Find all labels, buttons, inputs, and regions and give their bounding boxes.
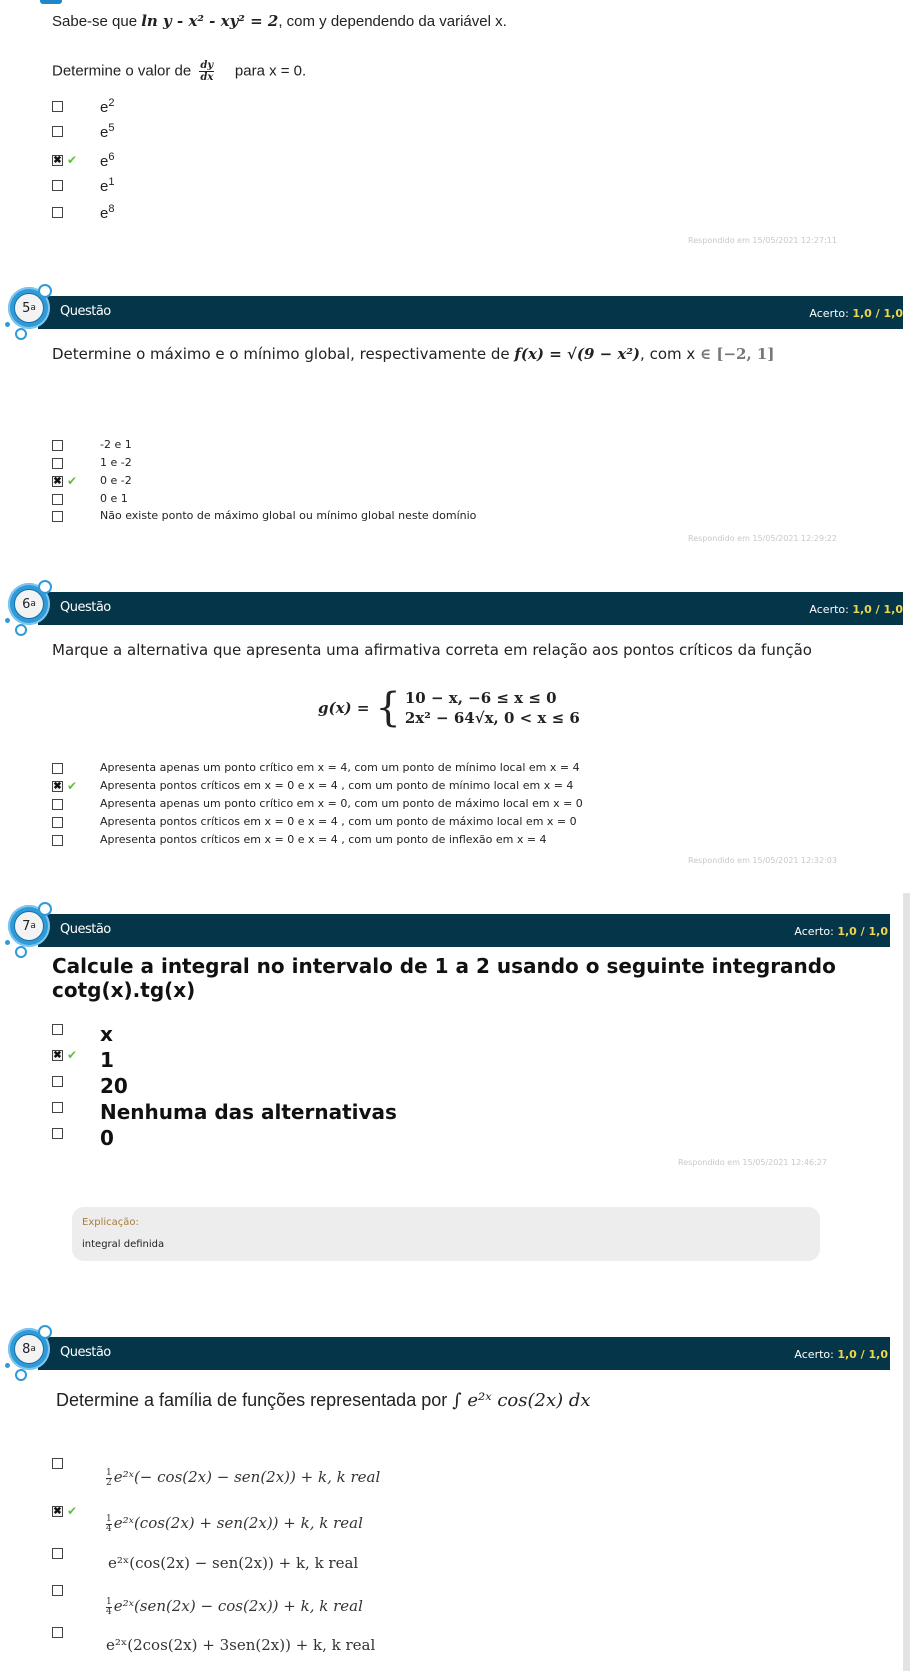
q5-option-5-label: Não existe ponto de máximo global ou mínimo global neste domínio bbox=[100, 509, 477, 522]
integral-expression: ∫ e²ˣ cos(2x) dx bbox=[452, 1390, 591, 1411]
correct-tick-icon bbox=[67, 1627, 81, 1638]
piecewise-function bbox=[318, 685, 580, 731]
decor-bubble-icon bbox=[5, 940, 10, 945]
checkbox[interactable] bbox=[52, 1024, 63, 1035]
answered-timestamp: Respondido em 15/05/2021 12:27:11 bbox=[688, 236, 837, 245]
score: Acerto: 1,0 / 1,0 bbox=[794, 925, 888, 938]
q6-option-3-label: Apresenta apenas um ponto crítico em x = 0, com um ponto de máximo local em x = 0 bbox=[100, 797, 583, 810]
correct-tick-icon bbox=[67, 835, 81, 846]
score: Acerto: 1,0 / 1,0 bbox=[809, 603, 903, 616]
question-number-badge: 8 a bbox=[8, 1328, 50, 1370]
checkbox[interactable] bbox=[52, 126, 63, 137]
header-bar bbox=[38, 1337, 890, 1370]
question-8-header bbox=[0, 1337, 900, 1370]
statement-text: , com y dependendo da variável x. bbox=[278, 13, 507, 30]
q6-option-1[interactable] bbox=[52, 763, 81, 774]
correct-tick-icon bbox=[67, 101, 81, 112]
decor-bubble-icon bbox=[38, 284, 52, 298]
answered-timestamp: Respondido em 15/05/2021 12:32:03 bbox=[688, 856, 837, 865]
q4-option-1-label: $e^2$ bbox=[100, 97, 115, 116]
checkbox[interactable] bbox=[52, 1102, 63, 1113]
question-number-badge: 6 a bbox=[8, 583, 50, 625]
q8-option-1-label: $\frac{1}{2}$ e²ˣ(− cos(2x) − sen(2x)) + k, k real bbox=[106, 1467, 381, 1488]
checkbox[interactable] bbox=[52, 180, 63, 191]
decor-bubble-icon bbox=[38, 902, 52, 916]
decor-bubble-icon bbox=[38, 1325, 52, 1339]
q8-option-2-label: $\frac{1}{4}$ e²ˣ(cos(2x) + sen(2x)) + k, k real bbox=[106, 1513, 363, 1534]
correct-tick-icon bbox=[67, 511, 81, 522]
checkbox[interactable] bbox=[52, 440, 63, 451]
q7-option-3[interactable] bbox=[52, 1076, 81, 1087]
q7-option-2[interactable] bbox=[52, 1050, 81, 1061]
q8-option-3-label: e²ˣ(cos(2x) − sen(2x)) + k, k real bbox=[108, 1554, 359, 1572]
q8-option-2[interactable] bbox=[52, 1506, 81, 1517]
checkbox[interactable] bbox=[52, 835, 63, 846]
decor-bubble-icon bbox=[15, 946, 27, 958]
piece-2: 2x² − 64√x, 0 < x ≤ 6 bbox=[404, 709, 580, 727]
q7-option-4-label: Nenhuma das alternativas bbox=[100, 1100, 397, 1124]
q8-option-5[interactable] bbox=[52, 1627, 81, 1638]
correct-tick-icon bbox=[67, 1458, 81, 1469]
correct-tick-icon bbox=[67, 440, 81, 451]
header-bar bbox=[38, 296, 903, 329]
q4-option-2[interactable] bbox=[52, 126, 81, 137]
header-bar bbox=[38, 914, 890, 947]
q6-option-3[interactable] bbox=[52, 799, 81, 810]
decor-bubble-icon bbox=[15, 328, 27, 340]
statement-text: Sabe-se que bbox=[52, 13, 142, 30]
scrollbar-track[interactable] bbox=[903, 893, 910, 1671]
fraction-numerator: dy bbox=[200, 60, 214, 71]
q6-option-4[interactable] bbox=[52, 817, 81, 828]
correct-tick-icon bbox=[67, 458, 81, 469]
q8-option-4[interactable] bbox=[52, 1585, 81, 1596]
question-6-header bbox=[0, 592, 915, 625]
q7-option-5[interactable] bbox=[52, 1128, 81, 1139]
correct-tick-icon bbox=[67, 494, 81, 505]
checked-checkbox-icon[interactable]: ✖ bbox=[53, 1506, 62, 1517]
q5-option-2[interactable] bbox=[52, 458, 81, 469]
piece-1: 10 − x, −6 ≤ x ≤ 0 bbox=[404, 689, 557, 707]
checkbox[interactable] bbox=[52, 1548, 63, 1559]
correct-tick-icon bbox=[67, 799, 81, 810]
explanation-label: Explicação: bbox=[82, 1217, 139, 1228]
question-4-determine bbox=[52, 60, 306, 83]
brace-icon: { bbox=[375, 685, 401, 731]
correct-tick-icon bbox=[67, 763, 81, 774]
question-6-statement: Marque a alternativa que apresenta uma afirmativa correta em relação aos pontos críticos da função bbox=[52, 641, 812, 659]
q4-option-2-label: $e^5$ bbox=[100, 122, 115, 141]
q5-option-2-label: 1 e -2 bbox=[100, 456, 132, 469]
checkbox[interactable] bbox=[52, 799, 63, 810]
correct-tick-icon: ✔ bbox=[67, 474, 78, 488]
q4-option-4[interactable] bbox=[52, 180, 81, 191]
decor-bubble-icon bbox=[38, 580, 52, 594]
determine-condition: para x = 0. bbox=[234, 62, 307, 80]
determine-text: Determine o valor de bbox=[52, 62, 192, 80]
question-5-header bbox=[0, 296, 915, 329]
explanation-text: integral definida bbox=[82, 1239, 165, 1250]
domain-interval: ∈ [−2, 1] bbox=[700, 345, 775, 363]
checkbox[interactable] bbox=[52, 101, 63, 112]
question-7-statement: Calcule a integral no intervalo de 1 a 2 usando o seguinte integrando cotg(x).tg(x) bbox=[52, 954, 836, 1002]
decor-bubble-icon bbox=[5, 1363, 10, 1368]
checked-checkbox-icon[interactable]: ✖ bbox=[53, 781, 62, 792]
q7-option-1-label: x bbox=[100, 1022, 113, 1046]
correct-tick-icon bbox=[67, 1128, 81, 1139]
header-label: Questão bbox=[60, 1345, 111, 1360]
q7-option-4[interactable] bbox=[52, 1102, 81, 1113]
derivative-fraction bbox=[199, 60, 214, 83]
checkbox[interactable] bbox=[52, 1585, 63, 1596]
correct-tick-icon: ✔ bbox=[67, 1048, 78, 1062]
q5-option-3-label: 0 e -2 bbox=[100, 474, 132, 487]
question-4-statement bbox=[52, 12, 507, 30]
q4-option-5-label: $e^8$ bbox=[100, 203, 115, 222]
correct-tick-icon bbox=[67, 180, 81, 191]
q5-option-4[interactable] bbox=[52, 494, 81, 505]
correct-tick-icon bbox=[67, 1548, 81, 1559]
q5-option-4-label: 0 e 1 bbox=[100, 492, 128, 505]
answered-timestamp: Respondido em 15/05/2021 12:46:27 bbox=[678, 1158, 827, 1167]
explanation-box bbox=[72, 1207, 820, 1261]
correct-tick-icon bbox=[67, 207, 81, 218]
q6-option-4-label: Apresenta pontos críticos em x = 0 e x = 4 , com um ponto de máximo local em x = 0 bbox=[100, 815, 577, 828]
checkbox[interactable] bbox=[52, 1627, 63, 1638]
decor-bubble-icon bbox=[15, 624, 27, 636]
correct-tick-icon bbox=[67, 1585, 81, 1596]
q6-option-1-label: Apresenta apenas um ponto crítico em x = 4, com um ponto de mínimo local em x = 4 bbox=[100, 761, 580, 774]
q4-option-3-label: $e^6$ bbox=[100, 151, 115, 170]
correct-tick-icon bbox=[67, 817, 81, 828]
correct-tick-icon bbox=[67, 1076, 81, 1087]
decor-bubble-icon bbox=[5, 322, 10, 327]
correct-tick-icon: ✔ bbox=[67, 779, 78, 793]
header-label: Questão bbox=[60, 922, 111, 937]
q7-option-1[interactable] bbox=[52, 1024, 81, 1035]
q7-option-3-label: 20 bbox=[100, 1074, 128, 1098]
q5-option-5[interactable] bbox=[52, 511, 81, 522]
question-7-header bbox=[0, 914, 900, 947]
q8-option-4-label: $\frac{1}{4}$ e²ˣ(sen(2x) − cos(2x)) + k, k real bbox=[106, 1596, 363, 1617]
q5-option-1[interactable] bbox=[52, 440, 81, 451]
statement-equation: ln y - x² - xy² = 2 bbox=[141, 12, 279, 30]
checkbox[interactable] bbox=[52, 1128, 63, 1139]
q8-option-3[interactable] bbox=[52, 1548, 81, 1559]
previous-badge-fragment bbox=[40, 0, 62, 4]
q6-option-5-label: Apresenta pontos críticos em x = 0 e x = 4 , com um ponto de inflexão em x = 4 bbox=[100, 833, 547, 846]
checkbox[interactable] bbox=[52, 207, 63, 218]
checked-checkbox-icon[interactable]: ✖ bbox=[53, 1050, 62, 1061]
checked-checkbox-icon[interactable]: ✖ bbox=[53, 476, 62, 487]
answered-timestamp: Respondido em 15/05/2021 12:29:22 bbox=[688, 534, 837, 543]
checkbox[interactable] bbox=[52, 494, 63, 505]
q8-option-5-label: e²ˣ(2cos(2x) + 3sen(2x)) + k, k real bbox=[106, 1636, 376, 1654]
checkbox[interactable] bbox=[52, 511, 63, 522]
correct-tick-icon: ✔ bbox=[67, 153, 78, 167]
checked-checkbox-icon[interactable]: ✖ bbox=[53, 155, 62, 166]
header-bar bbox=[38, 592, 903, 625]
correct-tick-icon: ✔ bbox=[67, 1504, 78, 1518]
q4-option-4-label: $e^1$ bbox=[100, 176, 115, 195]
checkbox[interactable] bbox=[52, 817, 63, 828]
score: Acerto: 1,0 / 1,0 bbox=[794, 1348, 888, 1361]
checkbox[interactable] bbox=[52, 1076, 63, 1087]
checkbox[interactable] bbox=[52, 763, 63, 774]
question-number-badge: 7 a bbox=[8, 905, 50, 947]
question-8-statement: Determine a família de funções representada por ∫ e²ˣ cos(2x) dx bbox=[56, 1390, 591, 1411]
score: Acerto: 1,0 / 1,0 bbox=[809, 307, 903, 320]
q4-option-3[interactable] bbox=[52, 155, 81, 166]
checkbox[interactable] bbox=[52, 1458, 63, 1469]
q6-option-5[interactable] bbox=[52, 835, 81, 846]
question-5-statement: Determine o máximo e o mínimo global, respectivamente de f(x) = √(9 − x²), com x ∈ [−2, 1] bbox=[52, 345, 775, 363]
q8-option-1[interactable] bbox=[52, 1458, 81, 1469]
q5-option-1-label: -2 e 1 bbox=[100, 438, 132, 451]
q7-option-2-label: 1 bbox=[100, 1048, 114, 1072]
fraction-denominator: dx bbox=[200, 72, 214, 83]
q7-option-5-label: 0 bbox=[100, 1126, 114, 1150]
header-label: Questão bbox=[60, 304, 111, 319]
q4-option-5[interactable] bbox=[52, 207, 81, 218]
correct-tick-icon bbox=[67, 1024, 81, 1035]
correct-tick-icon bbox=[67, 126, 81, 137]
q5-option-3[interactable] bbox=[52, 476, 81, 487]
q6-option-2-label: Apresenta pontos críticos em x = 0 e x = 4 , com um ponto de mínimo local em x = 4 bbox=[100, 779, 574, 792]
q4-option-1[interactable] bbox=[52, 101, 81, 112]
header-label: Questão bbox=[60, 600, 111, 615]
function-equation: f(x) = √(9 − x²) bbox=[514, 345, 641, 363]
question-number-badge: 5 a bbox=[8, 287, 50, 329]
function-name: g(x) = bbox=[318, 699, 370, 717]
q6-option-2[interactable] bbox=[52, 781, 81, 792]
decor-bubble-icon bbox=[5, 618, 10, 623]
checkbox[interactable] bbox=[52, 458, 63, 469]
decor-bubble-icon bbox=[15, 1369, 27, 1381]
correct-tick-icon bbox=[67, 1102, 81, 1113]
